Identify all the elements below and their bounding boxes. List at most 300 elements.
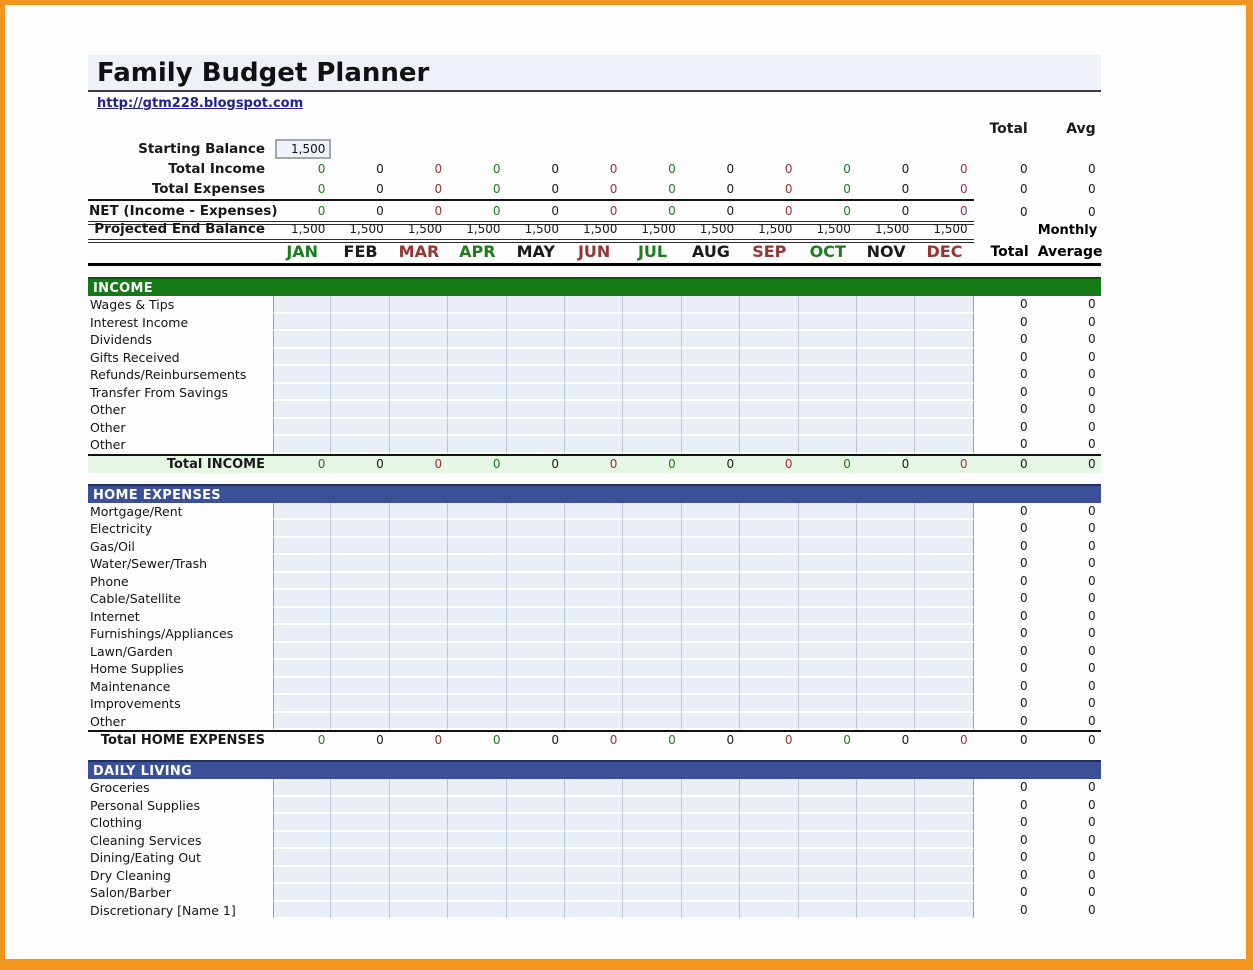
- data-cell[interactable]: [390, 419, 448, 437]
- data-cell[interactable]: [273, 660, 331, 678]
- data-cell[interactable]: [390, 643, 448, 661]
- data-cell[interactable]: [390, 660, 448, 678]
- data-cell[interactable]: [565, 867, 623, 885]
- data-cell[interactable]: [390, 503, 448, 521]
- data-cell[interactable]: [331, 713, 389, 731]
- data-cell[interactable]: [682, 695, 740, 713]
- data-cell[interactable]: [273, 573, 331, 591]
- data-cell[interactable]: [682, 503, 740, 521]
- data-cell[interactable]: [390, 314, 448, 332]
- data-cell[interactable]: [390, 366, 448, 384]
- data-cell[interactable]: [390, 884, 448, 902]
- data-cell[interactable]: [857, 625, 915, 643]
- data-cell[interactable]: [273, 296, 331, 314]
- data-cell[interactable]: [273, 643, 331, 661]
- data-cell[interactable]: [331, 555, 389, 573]
- data-cell[interactable]: [507, 643, 565, 661]
- data-cell[interactable]: [682, 401, 740, 419]
- data-cell[interactable]: [857, 779, 915, 797]
- data-cell[interactable]: [507, 713, 565, 731]
- data-cell[interactable]: [857, 419, 915, 437]
- data-cell[interactable]: [448, 797, 506, 815]
- data-cell[interactable]: [273, 331, 331, 349]
- data-cell[interactable]: [565, 713, 623, 731]
- data-cell[interactable]: [565, 331, 623, 349]
- data-cell[interactable]: [448, 590, 506, 608]
- data-cell[interactable]: [565, 884, 623, 902]
- data-cell[interactable]: [740, 520, 798, 538]
- data-cell[interactable]: [799, 366, 857, 384]
- data-cell[interactable]: [273, 314, 331, 332]
- data-cell[interactable]: [857, 643, 915, 661]
- data-cell[interactable]: [390, 349, 448, 367]
- data-cell[interactable]: [682, 384, 740, 402]
- data-cell[interactable]: [915, 538, 973, 556]
- data-cell[interactable]: [623, 814, 681, 832]
- data-cell[interactable]: [682, 590, 740, 608]
- data-cell[interactable]: [915, 314, 973, 332]
- data-cell[interactable]: [799, 419, 857, 437]
- data-cell[interactable]: [565, 625, 623, 643]
- data-cell[interactable]: [390, 401, 448, 419]
- data-cell[interactable]: [331, 779, 389, 797]
- data-cell[interactable]: [507, 902, 565, 920]
- data-cell[interactable]: [740, 625, 798, 643]
- data-cell[interactable]: [390, 590, 448, 608]
- data-cell[interactable]: [682, 797, 740, 815]
- data-cell[interactable]: [623, 867, 681, 885]
- data-cell[interactable]: [390, 520, 448, 538]
- data-cell[interactable]: [799, 538, 857, 556]
- data-cell[interactable]: [331, 849, 389, 867]
- data-cell[interactable]: [448, 902, 506, 920]
- data-cell[interactable]: [331, 608, 389, 626]
- data-cell[interactable]: [390, 902, 448, 920]
- data-cell[interactable]: [682, 331, 740, 349]
- data-cell[interactable]: [565, 695, 623, 713]
- data-cell[interactable]: [799, 436, 857, 454]
- data-cell[interactable]: [799, 797, 857, 815]
- data-cell[interactable]: [799, 713, 857, 731]
- data-cell[interactable]: [507, 555, 565, 573]
- data-cell[interactable]: [799, 296, 857, 314]
- data-cell[interactable]: [623, 713, 681, 731]
- data-cell[interactable]: [623, 902, 681, 920]
- data-cell[interactable]: [740, 314, 798, 332]
- data-cell[interactable]: [565, 573, 623, 591]
- data-cell[interactable]: [507, 401, 565, 419]
- data-cell[interactable]: [448, 849, 506, 867]
- data-cell[interactable]: [682, 678, 740, 696]
- data-cell[interactable]: [273, 867, 331, 885]
- data-cell[interactable]: [448, 384, 506, 402]
- data-cell[interactable]: [565, 436, 623, 454]
- data-cell[interactable]: [273, 384, 331, 402]
- data-cell[interactable]: [273, 520, 331, 538]
- data-cell[interactable]: [799, 678, 857, 696]
- data-cell[interactable]: [273, 797, 331, 815]
- data-cell[interactable]: [682, 520, 740, 538]
- data-cell[interactable]: [565, 832, 623, 850]
- data-cell[interactable]: [740, 503, 798, 521]
- data-cell[interactable]: [565, 503, 623, 521]
- data-cell[interactable]: [448, 520, 506, 538]
- data-cell[interactable]: [682, 573, 740, 591]
- data-cell[interactable]: [857, 573, 915, 591]
- data-cell[interactable]: [740, 384, 798, 402]
- data-cell[interactable]: [623, 625, 681, 643]
- data-cell[interactable]: [915, 331, 973, 349]
- data-cell[interactable]: [565, 660, 623, 678]
- data-cell[interactable]: [857, 902, 915, 920]
- data-cell[interactable]: [857, 331, 915, 349]
- data-cell[interactable]: [857, 590, 915, 608]
- data-cell[interactable]: [799, 555, 857, 573]
- data-cell[interactable]: [740, 419, 798, 437]
- data-cell[interactable]: [331, 867, 389, 885]
- data-cell[interactable]: [331, 384, 389, 402]
- data-cell[interactable]: [857, 349, 915, 367]
- data-cell[interactable]: [507, 538, 565, 556]
- data-cell[interactable]: [740, 349, 798, 367]
- data-cell[interactable]: [390, 296, 448, 314]
- data-cell[interactable]: [915, 678, 973, 696]
- data-cell[interactable]: [915, 660, 973, 678]
- data-cell[interactable]: [740, 608, 798, 626]
- data-cell[interactable]: [915, 902, 973, 920]
- starting-balance-input[interactable]: 1,500: [275, 139, 331, 159]
- data-cell[interactable]: [915, 625, 973, 643]
- data-cell[interactable]: [448, 436, 506, 454]
- data-cell[interactable]: [623, 419, 681, 437]
- data-cell[interactable]: [682, 902, 740, 920]
- data-cell[interactable]: [740, 832, 798, 850]
- data-cell[interactable]: [623, 384, 681, 402]
- data-cell[interactable]: [623, 797, 681, 815]
- data-cell[interactable]: [273, 884, 331, 902]
- data-cell[interactable]: [623, 832, 681, 850]
- data-cell[interactable]: [915, 401, 973, 419]
- data-cell[interactable]: [448, 832, 506, 850]
- data-cell[interactable]: [507, 695, 565, 713]
- data-cell[interactable]: [448, 608, 506, 626]
- data-cell[interactable]: [448, 555, 506, 573]
- data-cell[interactable]: [390, 608, 448, 626]
- data-cell[interactable]: [799, 695, 857, 713]
- data-cell[interactable]: [857, 660, 915, 678]
- data-cell[interactable]: [331, 503, 389, 521]
- data-cell[interactable]: [915, 867, 973, 885]
- data-cell[interactable]: [623, 643, 681, 661]
- data-cell[interactable]: [507, 814, 565, 832]
- data-cell[interactable]: [331, 625, 389, 643]
- data-cell[interactable]: [331, 643, 389, 661]
- data-cell[interactable]: [799, 867, 857, 885]
- data-cell[interactable]: [682, 608, 740, 626]
- data-cell[interactable]: [565, 555, 623, 573]
- data-cell[interactable]: [857, 797, 915, 815]
- data-cell[interactable]: [273, 590, 331, 608]
- data-cell[interactable]: [740, 296, 798, 314]
- data-cell[interactable]: [799, 314, 857, 332]
- data-cell[interactable]: [857, 867, 915, 885]
- data-cell[interactable]: [915, 555, 973, 573]
- data-cell[interactable]: [331, 436, 389, 454]
- data-cell[interactable]: [682, 314, 740, 332]
- data-cell[interactable]: [682, 849, 740, 867]
- data-cell[interactable]: [448, 814, 506, 832]
- data-cell[interactable]: [507, 503, 565, 521]
- data-cell[interactable]: [623, 331, 681, 349]
- data-cell[interactable]: [799, 660, 857, 678]
- data-cell[interactable]: [799, 503, 857, 521]
- data-cell[interactable]: [740, 331, 798, 349]
- data-cell[interactable]: [565, 678, 623, 696]
- data-cell[interactable]: [507, 296, 565, 314]
- data-cell[interactable]: [273, 349, 331, 367]
- data-cell[interactable]: [682, 867, 740, 885]
- data-cell[interactable]: [507, 867, 565, 885]
- data-cell[interactable]: [799, 384, 857, 402]
- data-cell[interactable]: [623, 296, 681, 314]
- data-cell[interactable]: [448, 695, 506, 713]
- data-cell[interactable]: [682, 296, 740, 314]
- data-cell[interactable]: [565, 384, 623, 402]
- data-cell[interactable]: [799, 401, 857, 419]
- data-cell[interactable]: [448, 314, 506, 332]
- data-cell[interactable]: [448, 713, 506, 731]
- data-cell[interactable]: [331, 660, 389, 678]
- data-cell[interactable]: [273, 401, 331, 419]
- data-cell[interactable]: [740, 660, 798, 678]
- data-cell[interactable]: [273, 713, 331, 731]
- data-cell[interactable]: [273, 678, 331, 696]
- data-cell[interactable]: [273, 849, 331, 867]
- data-cell[interactable]: [682, 884, 740, 902]
- data-cell[interactable]: [799, 814, 857, 832]
- data-cell[interactable]: [448, 625, 506, 643]
- data-cell[interactable]: [857, 520, 915, 538]
- data-cell[interactable]: [565, 349, 623, 367]
- data-cell[interactable]: [390, 814, 448, 832]
- data-cell[interactable]: [507, 832, 565, 850]
- data-cell[interactable]: [799, 643, 857, 661]
- data-cell[interactable]: [623, 573, 681, 591]
- data-cell[interactable]: [915, 695, 973, 713]
- data-cell[interactable]: [565, 608, 623, 626]
- data-cell[interactable]: [915, 814, 973, 832]
- data-cell[interactable]: [857, 314, 915, 332]
- data-cell[interactable]: [331, 695, 389, 713]
- data-cell[interactable]: [740, 779, 798, 797]
- data-cell[interactable]: [390, 678, 448, 696]
- data-cell[interactable]: [507, 884, 565, 902]
- data-cell[interactable]: [507, 331, 565, 349]
- data-cell[interactable]: [623, 695, 681, 713]
- data-cell[interactable]: [623, 436, 681, 454]
- data-cell[interactable]: [331, 832, 389, 850]
- data-cell[interactable]: [565, 314, 623, 332]
- data-cell[interactable]: [507, 419, 565, 437]
- data-cell[interactable]: [799, 573, 857, 591]
- data-cell[interactable]: [915, 503, 973, 521]
- data-cell[interactable]: [857, 832, 915, 850]
- data-cell[interactable]: [331, 573, 389, 591]
- data-cell[interactable]: [915, 643, 973, 661]
- data-cell[interactable]: [507, 366, 565, 384]
- data-cell[interactable]: [448, 779, 506, 797]
- data-cell[interactable]: [799, 608, 857, 626]
- data-cell[interactable]: [682, 625, 740, 643]
- data-cell[interactable]: [915, 384, 973, 402]
- data-cell[interactable]: [390, 384, 448, 402]
- data-cell[interactable]: [507, 797, 565, 815]
- data-cell[interactable]: [915, 779, 973, 797]
- data-cell[interactable]: [565, 296, 623, 314]
- data-cell[interactable]: [857, 296, 915, 314]
- data-cell[interactable]: [799, 902, 857, 920]
- data-cell[interactable]: [273, 608, 331, 626]
- data-cell[interactable]: [565, 779, 623, 797]
- data-cell[interactable]: [799, 349, 857, 367]
- data-cell[interactable]: [857, 695, 915, 713]
- data-cell[interactable]: [565, 419, 623, 437]
- data-cell[interactable]: [740, 902, 798, 920]
- data-cell[interactable]: [448, 349, 506, 367]
- data-cell[interactable]: [331, 590, 389, 608]
- data-cell[interactable]: [623, 884, 681, 902]
- data-cell[interactable]: [740, 695, 798, 713]
- data-cell[interactable]: [507, 678, 565, 696]
- data-cell[interactable]: [740, 678, 798, 696]
- data-cell[interactable]: [915, 608, 973, 626]
- data-cell[interactable]: [740, 797, 798, 815]
- data-cell[interactable]: [390, 436, 448, 454]
- data-cell[interactable]: [915, 296, 973, 314]
- data-cell[interactable]: [273, 366, 331, 384]
- data-cell[interactable]: [799, 590, 857, 608]
- data-cell[interactable]: [915, 797, 973, 815]
- data-cell[interactable]: [857, 678, 915, 696]
- data-cell[interactable]: [740, 884, 798, 902]
- data-cell[interactable]: [448, 331, 506, 349]
- data-cell[interactable]: [682, 419, 740, 437]
- data-cell[interactable]: [273, 832, 331, 850]
- data-cell[interactable]: [273, 625, 331, 643]
- data-cell[interactable]: [448, 503, 506, 521]
- data-cell[interactable]: [623, 555, 681, 573]
- data-cell[interactable]: [682, 713, 740, 731]
- data-cell[interactable]: [448, 538, 506, 556]
- data-cell[interactable]: [915, 713, 973, 731]
- data-cell[interactable]: [507, 590, 565, 608]
- data-cell[interactable]: [331, 538, 389, 556]
- data-cell[interactable]: [448, 660, 506, 678]
- data-cell[interactable]: [740, 366, 798, 384]
- data-cell[interactable]: [740, 401, 798, 419]
- data-cell[interactable]: [623, 520, 681, 538]
- data-cell[interactable]: [740, 573, 798, 591]
- data-cell[interactable]: [915, 832, 973, 850]
- data-cell[interactable]: [507, 849, 565, 867]
- data-cell[interactable]: [331, 814, 389, 832]
- data-cell[interactable]: [623, 608, 681, 626]
- data-cell[interactable]: [390, 832, 448, 850]
- data-cell[interactable]: [507, 314, 565, 332]
- data-cell[interactable]: [857, 366, 915, 384]
- data-cell[interactable]: [740, 849, 798, 867]
- data-cell[interactable]: [331, 401, 389, 419]
- data-cell[interactable]: [390, 695, 448, 713]
- data-cell[interactable]: [390, 538, 448, 556]
- data-cell[interactable]: [448, 867, 506, 885]
- data-cell[interactable]: [915, 573, 973, 591]
- data-cell[interactable]: [623, 366, 681, 384]
- data-cell[interactable]: [740, 867, 798, 885]
- data-cell[interactable]: [273, 436, 331, 454]
- data-cell[interactable]: [623, 849, 681, 867]
- data-cell[interactable]: [682, 832, 740, 850]
- data-cell[interactable]: [740, 436, 798, 454]
- data-cell[interactable]: [682, 779, 740, 797]
- data-cell[interactable]: [915, 590, 973, 608]
- data-cell[interactable]: [331, 678, 389, 696]
- data-cell[interactable]: [565, 401, 623, 419]
- data-cell[interactable]: [799, 884, 857, 902]
- data-cell[interactable]: [331, 296, 389, 314]
- data-cell[interactable]: [857, 538, 915, 556]
- data-cell[interactable]: [331, 419, 389, 437]
- data-cell[interactable]: [682, 643, 740, 661]
- data-cell[interactable]: [448, 401, 506, 419]
- data-cell[interactable]: [507, 779, 565, 797]
- data-cell[interactable]: [448, 643, 506, 661]
- data-cell[interactable]: [682, 349, 740, 367]
- data-cell[interactable]: [507, 349, 565, 367]
- data-cell[interactable]: [390, 625, 448, 643]
- data-cell[interactable]: [682, 660, 740, 678]
- data-cell[interactable]: [507, 384, 565, 402]
- data-cell[interactable]: [390, 573, 448, 591]
- data-cell[interactable]: [448, 884, 506, 902]
- data-cell[interactable]: [857, 884, 915, 902]
- data-cell[interactable]: [331, 902, 389, 920]
- data-cell[interactable]: [740, 643, 798, 661]
- data-cell[interactable]: [682, 366, 740, 384]
- data-cell[interactable]: [390, 779, 448, 797]
- data-cell[interactable]: [857, 555, 915, 573]
- data-cell[interactable]: [565, 538, 623, 556]
- data-cell[interactable]: [857, 814, 915, 832]
- data-cell[interactable]: [273, 779, 331, 797]
- data-cell[interactable]: [799, 849, 857, 867]
- data-cell[interactable]: [448, 366, 506, 384]
- data-cell[interactable]: [273, 419, 331, 437]
- data-cell[interactable]: [448, 573, 506, 591]
- data-cell[interactable]: [565, 366, 623, 384]
- data-cell[interactable]: [565, 814, 623, 832]
- data-cell[interactable]: [857, 384, 915, 402]
- data-cell[interactable]: [740, 538, 798, 556]
- data-cell[interactable]: [682, 436, 740, 454]
- data-cell[interactable]: [623, 779, 681, 797]
- data-cell[interactable]: [915, 419, 973, 437]
- data-cell[interactable]: [565, 902, 623, 920]
- data-cell[interactable]: [915, 436, 973, 454]
- data-cell[interactable]: [915, 884, 973, 902]
- data-cell[interactable]: [623, 314, 681, 332]
- data-cell[interactable]: [331, 331, 389, 349]
